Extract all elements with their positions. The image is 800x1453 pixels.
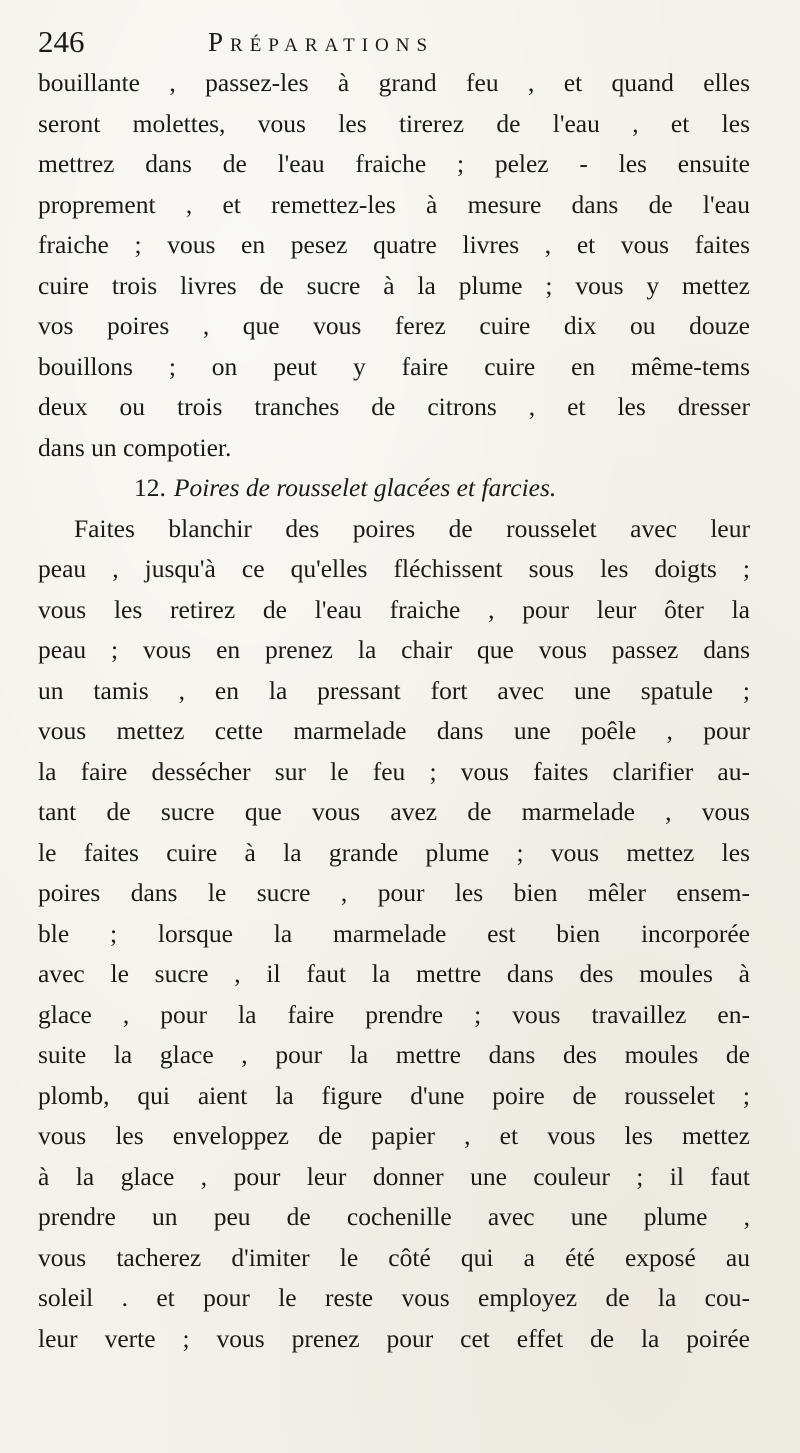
text-line: fraiche ; vous en pesez quatre livres , et vous faites — [38, 230, 750, 259]
section-heading — [38, 468, 750, 509]
text-line: prendre un peu de cochenille avec une plume , — [38, 1202, 750, 1231]
text-line: le faites cuire à la grande plume ; vous mettez les — [38, 837, 750, 867]
page-body — [38, 63, 750, 1359]
text-line: soleil . et pour le reste vous employez de la cou- — [38, 1283, 750, 1312]
section-number: 12. — [134, 473, 166, 502]
text-line: dans un compotier. — [38, 432, 232, 462]
text-line: à la glace , pour leur donner une couleur ; il faut — [38, 1161, 750, 1191]
text-line: avec le sucre , il faut la mettre dans des moules à — [38, 959, 750, 988]
text-line: poires dans le sucre , pour les bien mêler ensem- — [38, 878, 750, 907]
text-line: proprement , et remettez-les à mesure dans de l'eau — [38, 189, 750, 219]
text-line: peau ; vous en prenez la chair que vous passez dans — [38, 635, 750, 664]
text-line: mettrez dans de l'eau fraiche ; pelez - les ensuite — [38, 149, 750, 178]
text-line: la faire dessécher sur le feu ; vous faites clarifier au- — [38, 756, 750, 786]
text-line: seront molettes, vous les tirerez de l'eau , et les — [38, 108, 750, 138]
text-line: vos poires , que vous ferez cuire dix ou douze — [38, 311, 750, 340]
text-line: peau , jusqu'à ce qu'elles fléchissent sous les doigts ; — [38, 554, 750, 583]
text-line: vous tacherez d'imiter le côté qui a été exposé au — [38, 1242, 750, 1272]
text-line: suite la glace , pour la mettre dans des moules de — [38, 1040, 750, 1069]
text-line: Faites blanchir des poires de rousselet avec leur — [74, 513, 750, 543]
text-line: plomb, qui aient la figure d'une poire de rousselet ; — [38, 1080, 750, 1110]
running-head: Préparations — [208, 27, 435, 57]
text-line: un tamis , en la pressant fort avec une spatule ; — [38, 675, 750, 705]
text-line: bouillante , passez-les à grand feu , et quand elles — [38, 68, 750, 97]
text-line: vous les enveloppez de papier , et vous les mettez — [38, 1121, 750, 1150]
section-title: Poires de rousselet glacées et farcies. — [173, 473, 557, 502]
text-line: glace , pour la faire prendre ; vous travaillez en- — [38, 999, 750, 1029]
text-line: vous mettez cette marmelade dans une poêle , pour — [38, 716, 750, 745]
page-header — [38, 22, 770, 62]
text-line: bouillons ; on peut y faire cuire en même-tems — [38, 351, 750, 381]
text-line: tant de sucre que vous avez de marmelade , vous — [38, 797, 750, 826]
paragraph — [38, 509, 750, 1360]
page-number: 246 — [38, 24, 85, 59]
text-line: deux ou trois tranches de citrons , et les dresser — [38, 392, 750, 421]
text-line: vous les retirez de l'eau fraiche , pour leur ôter la — [38, 594, 750, 624]
text-line: ble ; lorsque la marmelade est bien incorporée — [38, 918, 750, 948]
paragraph — [38, 63, 750, 468]
text-line: leur verte ; vous prenez pour cet effet de la poirée — [38, 1323, 750, 1353]
text-line: cuire trois livres de sucre à la plume ; vous y mettez — [38, 270, 750, 300]
